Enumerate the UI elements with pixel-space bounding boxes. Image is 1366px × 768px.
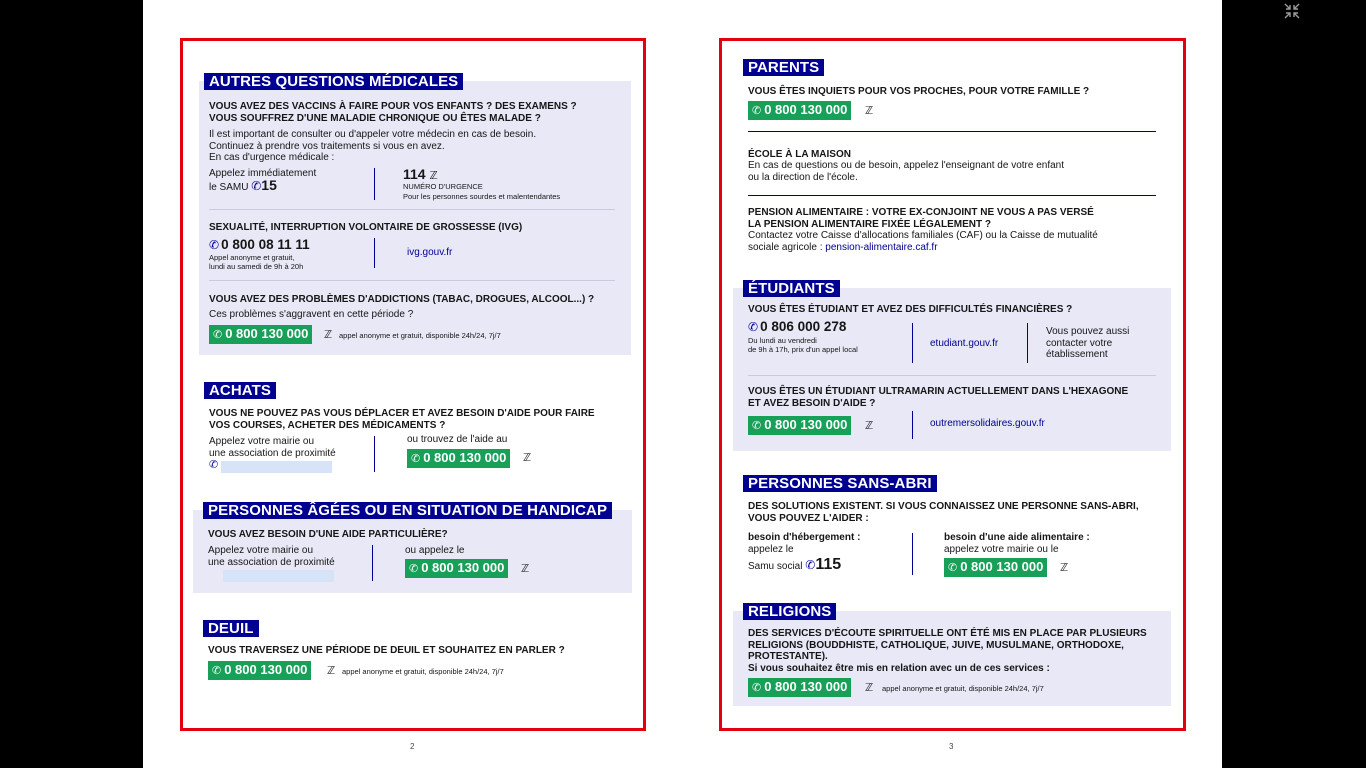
phone-icon: ✆	[948, 562, 958, 574]
phone-icon: ✆	[411, 453, 421, 465]
handicap-question: VOUS AVEZ BESOIN D'UNE AIDE PARTICULIÈRE?	[208, 529, 448, 540]
phone-icon: ✆	[209, 238, 220, 252]
phone-icon: ✆	[409, 563, 419, 575]
redacted-field	[221, 461, 332, 473]
samu-text: Appelez immédiatement le SAMU ✆15	[209, 168, 317, 193]
medical-question: VOUS AVEZ DES VACCINS À FAIRE POUR VOS ENFANTS ? DES EXAMENS ? VOUS SOUFFREZ D'UNE MALADIE CHRONIQUE OU ÊTES MALADE ?	[209, 101, 577, 124]
divider	[912, 411, 913, 439]
page-number-left: 2	[410, 742, 415, 751]
deuil-note: appel anonyme et gratuit, disponible 24h/24, 7j/7	[342, 667, 504, 676]
phone-icon: ✆	[748, 320, 759, 334]
parents-number-badge[interactable]: ✆ 0 800 130 000	[748, 101, 851, 120]
divider	[912, 533, 913, 575]
section-title-handicap: PERSONNES ÂGÉES OU EN SITUATION DE HANDICAP	[203, 502, 612, 519]
deuil-question: VOUS TRAVERSEZ UNE PÉRIODE DE DEUIL ET SOUHAITEZ EN PARLER ?	[208, 645, 565, 656]
samu-number: 15	[261, 176, 277, 193]
parents-question: VOUS ÊTES INQUIETS POUR VOS PROCHES, POUR VOTRE FAMILLE ?	[748, 86, 1090, 97]
etudiants-question-2: VOUS ÊTES UN ÉTUDIANT ULTRAMARIN ACTUELLEMENT DANS L'HEXAGONE ET AVEZ BESOIN D'AIDE ?	[748, 386, 1129, 409]
ivg-number: ✆ 0 800 08 11 11	[209, 237, 310, 252]
phone-icon: ✆	[212, 665, 222, 677]
deuil-number-badge[interactable]: ✆ 0 800 130 000	[208, 661, 311, 680]
ivg-link[interactable]: ivg.gouv.fr	[407, 247, 453, 258]
ecole-title: ÉCOLE À LA MAISON	[748, 149, 851, 160]
section-title-deuil: DEUIL	[203, 620, 259, 637]
ecole-text: En cas de questions ou de besoin, appelez l'enseignant de votre enfant ou la direction de l'école.	[748, 160, 1065, 183]
samu-social-number: 115	[815, 555, 842, 573]
etudiants-note-1: Du lundi au vendredi de 9h à 17h, prix d'un appel local	[748, 336, 858, 354]
ivg-note: Appel anonyme et gratuit, lundi au samedi de 9h à 20h	[209, 253, 304, 271]
handicap-left-text: Appelez votre mairie ou une association de proximité	[208, 545, 335, 568]
section-title-sansabri: PERSONNES SANS-ABRI	[743, 475, 937, 492]
outremer-link[interactable]: outremersolidaires.gouv.fr	[930, 418, 1045, 429]
urgence-desc: Pour les personnes sourdes et malentendantes	[403, 192, 561, 201]
pension-title: PENSION ALIMENTAIRE : VOTRE EX-CONJOINT NE VOUS A PAS VERSÉ LA PENSION ALIMENTAIRE FIXÉE LÉGALEMENT ?	[748, 207, 1094, 230]
sansabri-number-badge[interactable]: ✆ 0 800 130 000	[944, 558, 1047, 577]
pension-link[interactable]: pension-alimentaire.caf.fr	[825, 241, 938, 253]
section-title-medical: AUTRES QUESTIONS MÉDICALES	[204, 73, 463, 90]
deaf-icon: ℤ	[1060, 562, 1069, 574]
sansabri-right-text: appelez votre mairie ou le	[944, 544, 1059, 555]
etudiants-number-badge[interactable]: ✆ 0 800 130 000	[748, 416, 851, 435]
sansabri-left-text: appelez le Samu social ✆115	[748, 544, 842, 573]
exit-fullscreen-icon[interactable]	[1283, 2, 1301, 20]
etudiants-aside: Vous pouvez aussi contacter votre établissement	[1046, 326, 1130, 360]
section-title-achats: ACHATS	[204, 382, 276, 399]
religions-number-badge[interactable]: ✆ 0 800 130 000	[748, 678, 851, 697]
deaf-icon: ℤ	[429, 170, 438, 182]
religions-note: appel anonyme et gratuit, disponible 24h/24, 7j/7	[882, 684, 1044, 693]
divider	[912, 323, 913, 363]
divider	[748, 131, 1156, 132]
deaf-icon: ℤ	[327, 665, 336, 677]
urgence-label: NUMÉRO D'URGENCE	[403, 182, 483, 191]
divider	[209, 280, 615, 281]
pension-text: Contactez votre Caisse d'allocations familiales (CAF) ou la Caisse de mutualité sociale agricole : pension-alimentaire.caf.fr	[748, 230, 1098, 253]
divider	[1027, 323, 1028, 363]
document-spread	[143, 0, 1222, 768]
deaf-icon: ℤ	[865, 420, 874, 432]
divider	[374, 436, 375, 472]
divider	[748, 195, 1156, 196]
phone-icon: ✆	[752, 682, 762, 694]
addiction-text: Ces problèmes s'aggravent en cette période ?	[209, 309, 414, 320]
handicap-right-text: ou appelez le	[405, 545, 465, 556]
section-title-etudiants: ÉTUDIANTS	[743, 280, 840, 297]
ivg-title: SEXUALITÉ, INTERRUPTION VOLONTAIRE DE GROSSESSE (IVG)	[209, 222, 523, 233]
sansabri-question: DES SOLUTIONS EXISTENT. SI VOUS CONNAISSEZ UNE PERSONNE SANS-ABRI, VOUS POUVEZ L'AIDER :	[748, 501, 1139, 524]
deaf-icon: ℤ	[865, 105, 874, 117]
divider	[374, 168, 375, 200]
religions-question: DES SERVICES D'ÉCOUTE SPIRITUELLE ONT ÉTÉ MIS EN PLACE PAR PLUSIEURS RELIGIONS (BOUDDHISTE, CATHOLIQUE, JUIVE, MUSULMANE, ORTHODOXE, PROTESTANTE). Si vous souhaitez être mis en relation avec un de ces services :	[748, 628, 1147, 674]
urgence-number: 114 ℤ	[403, 166, 438, 182]
addiction-number-badge[interactable]: ✆ 0 800 130 000	[209, 325, 312, 344]
phone-icon: ✆	[752, 420, 762, 432]
deaf-icon: ℤ	[523, 452, 532, 464]
achats-question: VOUS NE POUVEZ PAS VOUS DÉPLACER ET AVEZ BESOIN D'AIDE POUR FAIRE VOS COURSES, ACHETER DES MÉDICAMENTS ?	[209, 408, 595, 431]
divider	[748, 375, 1156, 376]
section-title-parents: PARENTS	[743, 59, 824, 76]
deaf-icon: ℤ	[324, 329, 333, 341]
phone-icon: ✆	[213, 329, 223, 341]
divider	[374, 238, 375, 268]
phone-icon: ✆	[251, 178, 262, 193]
achats-left-text: Appelez votre mairie ou une association de proximité	[209, 436, 336, 459]
etudiant-link[interactable]: etudiant.gouv.fr	[930, 338, 999, 349]
achats-number-badge[interactable]: ✆ 0 800 130 000	[407, 449, 510, 468]
addiction-title: VOUS AVEZ DES PROBLÈMES D'ADDICTIONS (TABAC, DROGUES, ALCOOL...) ?	[209, 294, 595, 305]
etudiants-number-1: ✆ 0 806 000 278	[748, 319, 847, 334]
deaf-icon: ℤ	[865, 682, 874, 694]
phone-icon: ✆	[209, 459, 219, 471]
sansabri-left-title: besoin d'hébergement :	[748, 532, 861, 543]
medical-text: Il est important de consulter ou d'appeler votre médecin en cas de besoin. Continuez à prendre vos traitements si vous en avez. En cas d'urgence médicale :	[209, 129, 537, 163]
deaf-icon: ℤ	[521, 563, 530, 575]
sansabri-right-title: besoin d'une aide alimentaire :	[944, 532, 1090, 543]
divider	[372, 545, 373, 581]
section-title-religions: RELIGIONS	[743, 603, 836, 620]
handicap-number-badge[interactable]: ✆ 0 800 130 000	[405, 559, 508, 578]
addiction-note: appel anonyme et gratuit, disponible 24h/24, 7j/7	[339, 331, 501, 340]
page-number-right: 3	[949, 742, 954, 751]
phone-icon: ✆	[805, 557, 816, 572]
divider	[209, 209, 615, 210]
redacted-field	[223, 570, 334, 582]
achats-right-text: ou trouvez de l'aide au	[407, 434, 508, 445]
phone-icon: ✆	[752, 105, 762, 117]
etudiants-question-1: VOUS ÊTES ÉTUDIANT ET AVEZ DES DIFFICULTÉS FINANCIÈRES ?	[748, 304, 1073, 315]
